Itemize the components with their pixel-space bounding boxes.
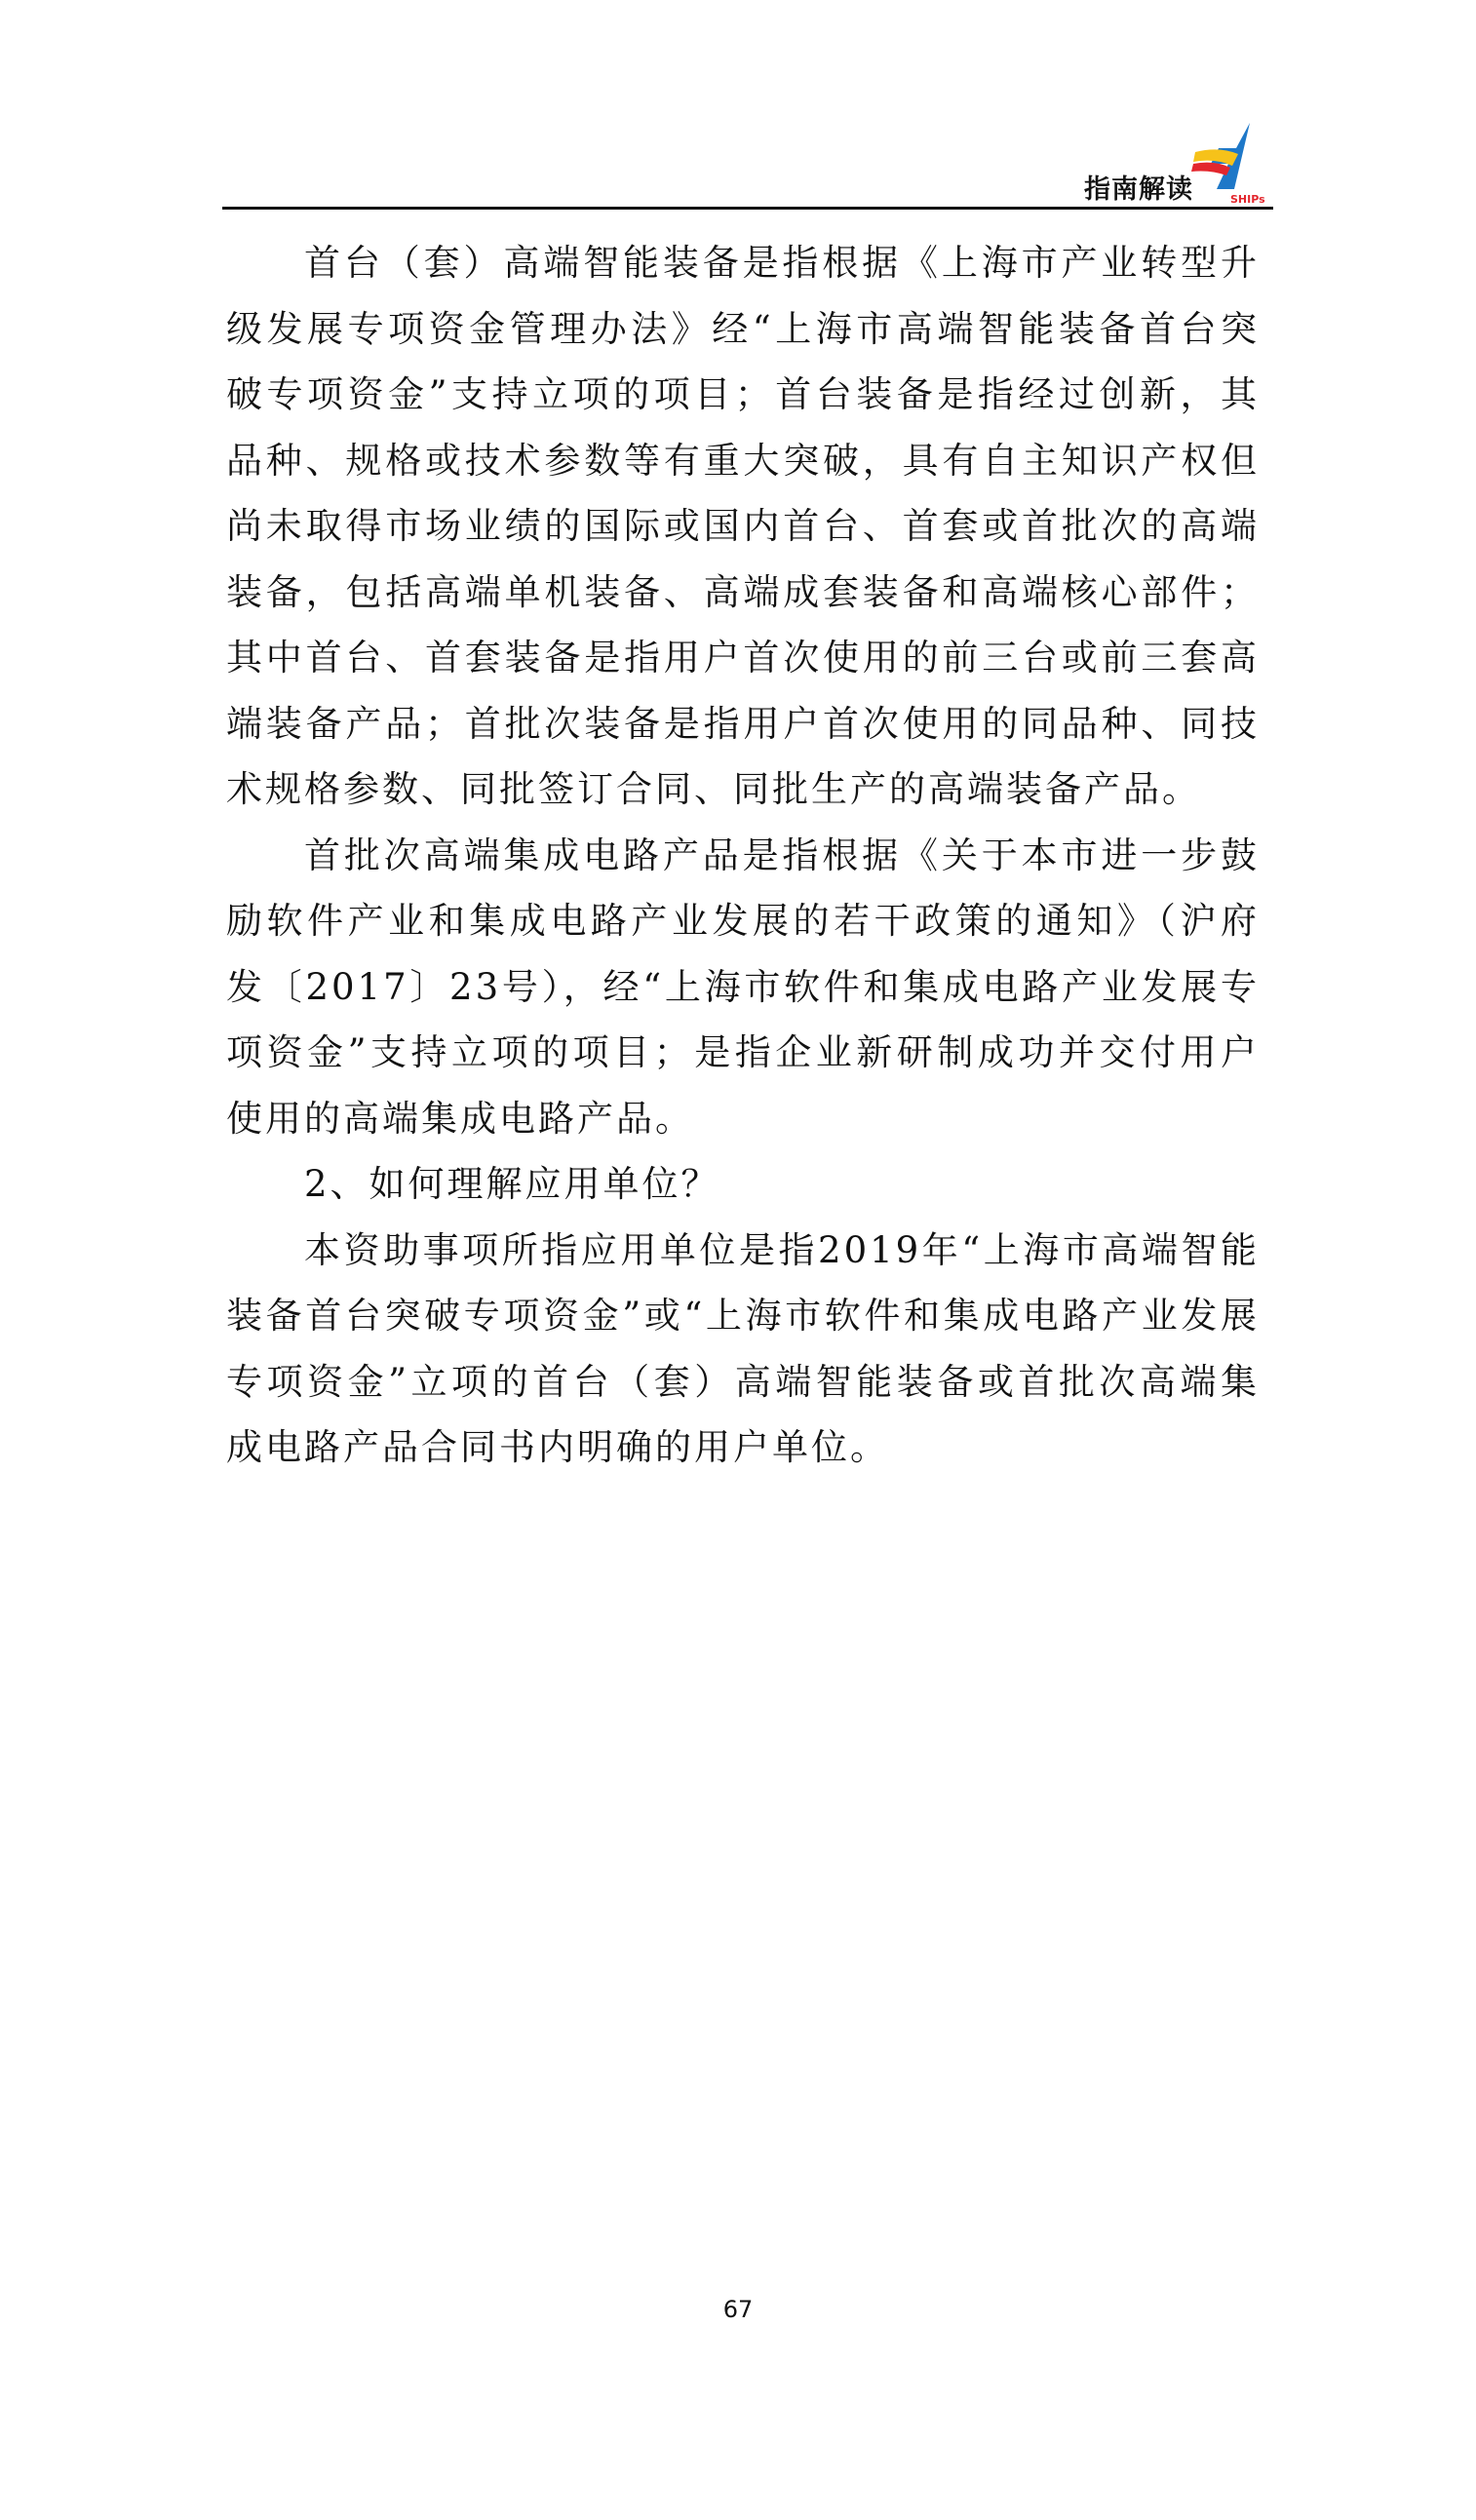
header-title: 指南解读 bbox=[1084, 174, 1193, 205]
header-divider bbox=[222, 207, 1273, 210]
ships-logo-icon bbox=[1189, 119, 1273, 205]
page-header bbox=[222, 117, 1273, 210]
logo-text: SHIPs bbox=[1230, 193, 1265, 205]
section-heading-application-unit: 2、如何理解应用单位？ bbox=[304, 1163, 720, 1205]
paragraph-first-batch-ic: 首批次高端集成电路产品是指根据《关于本市进一步鼓励软件产业和集成电路产业发展的若干政策的通知》（沪府发〔2017〕23号），经“上海市软件和集成电路产业发展专项资金”支持立项的项目；是指企业新研制成功并交付用户使用的高端集成电路产品。 bbox=[226, 834, 1260, 1140]
page-number: 67 bbox=[722, 2296, 754, 2323]
paragraph-application-unit: 本资助事项所指应用单位是指2019年“上海市高端智能装备首台突破专项资金”或“上海市软件和集成电路产业发展专项资金”立项的首台（套）高端智能装备或首批次高端集成电路产品合同书内明确的用户单位。 bbox=[226, 1228, 1260, 1468]
paragraph-first-set-equipment: 首台（套）高端智能装备是指根据《上海市产业转型升级发展专项资金管理办法》经“上海市高端智能装备首台突破专项资金”支持立项的项目；首台装备是指经过创新，其品种、规格或技术参数等有重大突破，具有自主知识产权但尚未取得市场业绩的国际或国内首台、首套或首批次的高端装备，包括高端单机装备、高端成套装备和高端核心部件；其中首台、首套装备是指用户首次使用的前三台或前三套高端装备产品；首批次装备是指用户首次使用的同品种、同技术规格参数、同批签订合同、同批生产的高端装备产品。 bbox=[226, 242, 1260, 810]
logo-red-stroke bbox=[1191, 163, 1230, 175]
document-body bbox=[226, 230, 1260, 1481]
